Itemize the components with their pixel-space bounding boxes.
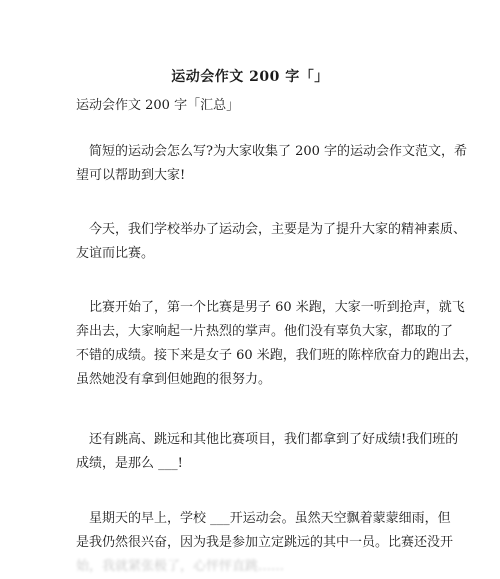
paragraph-line: 奔出去，大家响起一片热烈的掌声。他们没有辜负大家，都取的了 (76, 324, 454, 339)
paragraph-line: 是我仍然很兴奋，因为我是参加立定跳远的其中一员。比赛还没开 (76, 535, 454, 550)
paragraph-line: 虽然她没有拿到但她跑的很努力。 (76, 372, 272, 387)
paragraph-line: 星期天的早上，学校 ___开运动会。虽然天空飘着蒙蒙细雨，但 (89, 511, 451, 526)
paragraph-other-events (76, 428, 459, 476)
document-subtitle: 运动会作文 200 字「汇总」 (76, 98, 240, 113)
paragraph-sports-day (76, 218, 467, 266)
paragraph-intro (76, 140, 468, 188)
paragraph-line: 简短的运动会怎么写?为大家收集了 200 字的运动会作文范文，希 (89, 144, 468, 159)
paragraph-line: 友谊而比赛。 (76, 246, 155, 261)
paragraph-races (76, 296, 478, 392)
paragraph-line: 今天，我们学校举办了运动会，主要是为了提升大家的精神素质、 (89, 222, 467, 237)
paragraph-sunday (76, 507, 454, 579)
paragraph-line: 不错的成绩。接下来是女子 60 米跑，我们班的陈梓欣奋力的跑出去， (76, 348, 478, 363)
paragraph-line: 成绩，是那么 ___! (76, 456, 183, 471)
document-title: 运动会作文 200 字「」 (171, 69, 329, 85)
paragraph-line: 望可以帮助到大家! (76, 168, 186, 183)
paragraph-line: 比赛开始了，第一个比赛是男子 60 米跑，大家一听到抢声，就飞 (89, 300, 465, 315)
paragraph-line: 还有跳高、跳远和其他比赛项目，我们都拿到了好成绩!我们班的 (89, 432, 459, 447)
paragraph-line-cut-off: 始，我就紧张极了，心怦怦直跳…… (76, 559, 285, 574)
